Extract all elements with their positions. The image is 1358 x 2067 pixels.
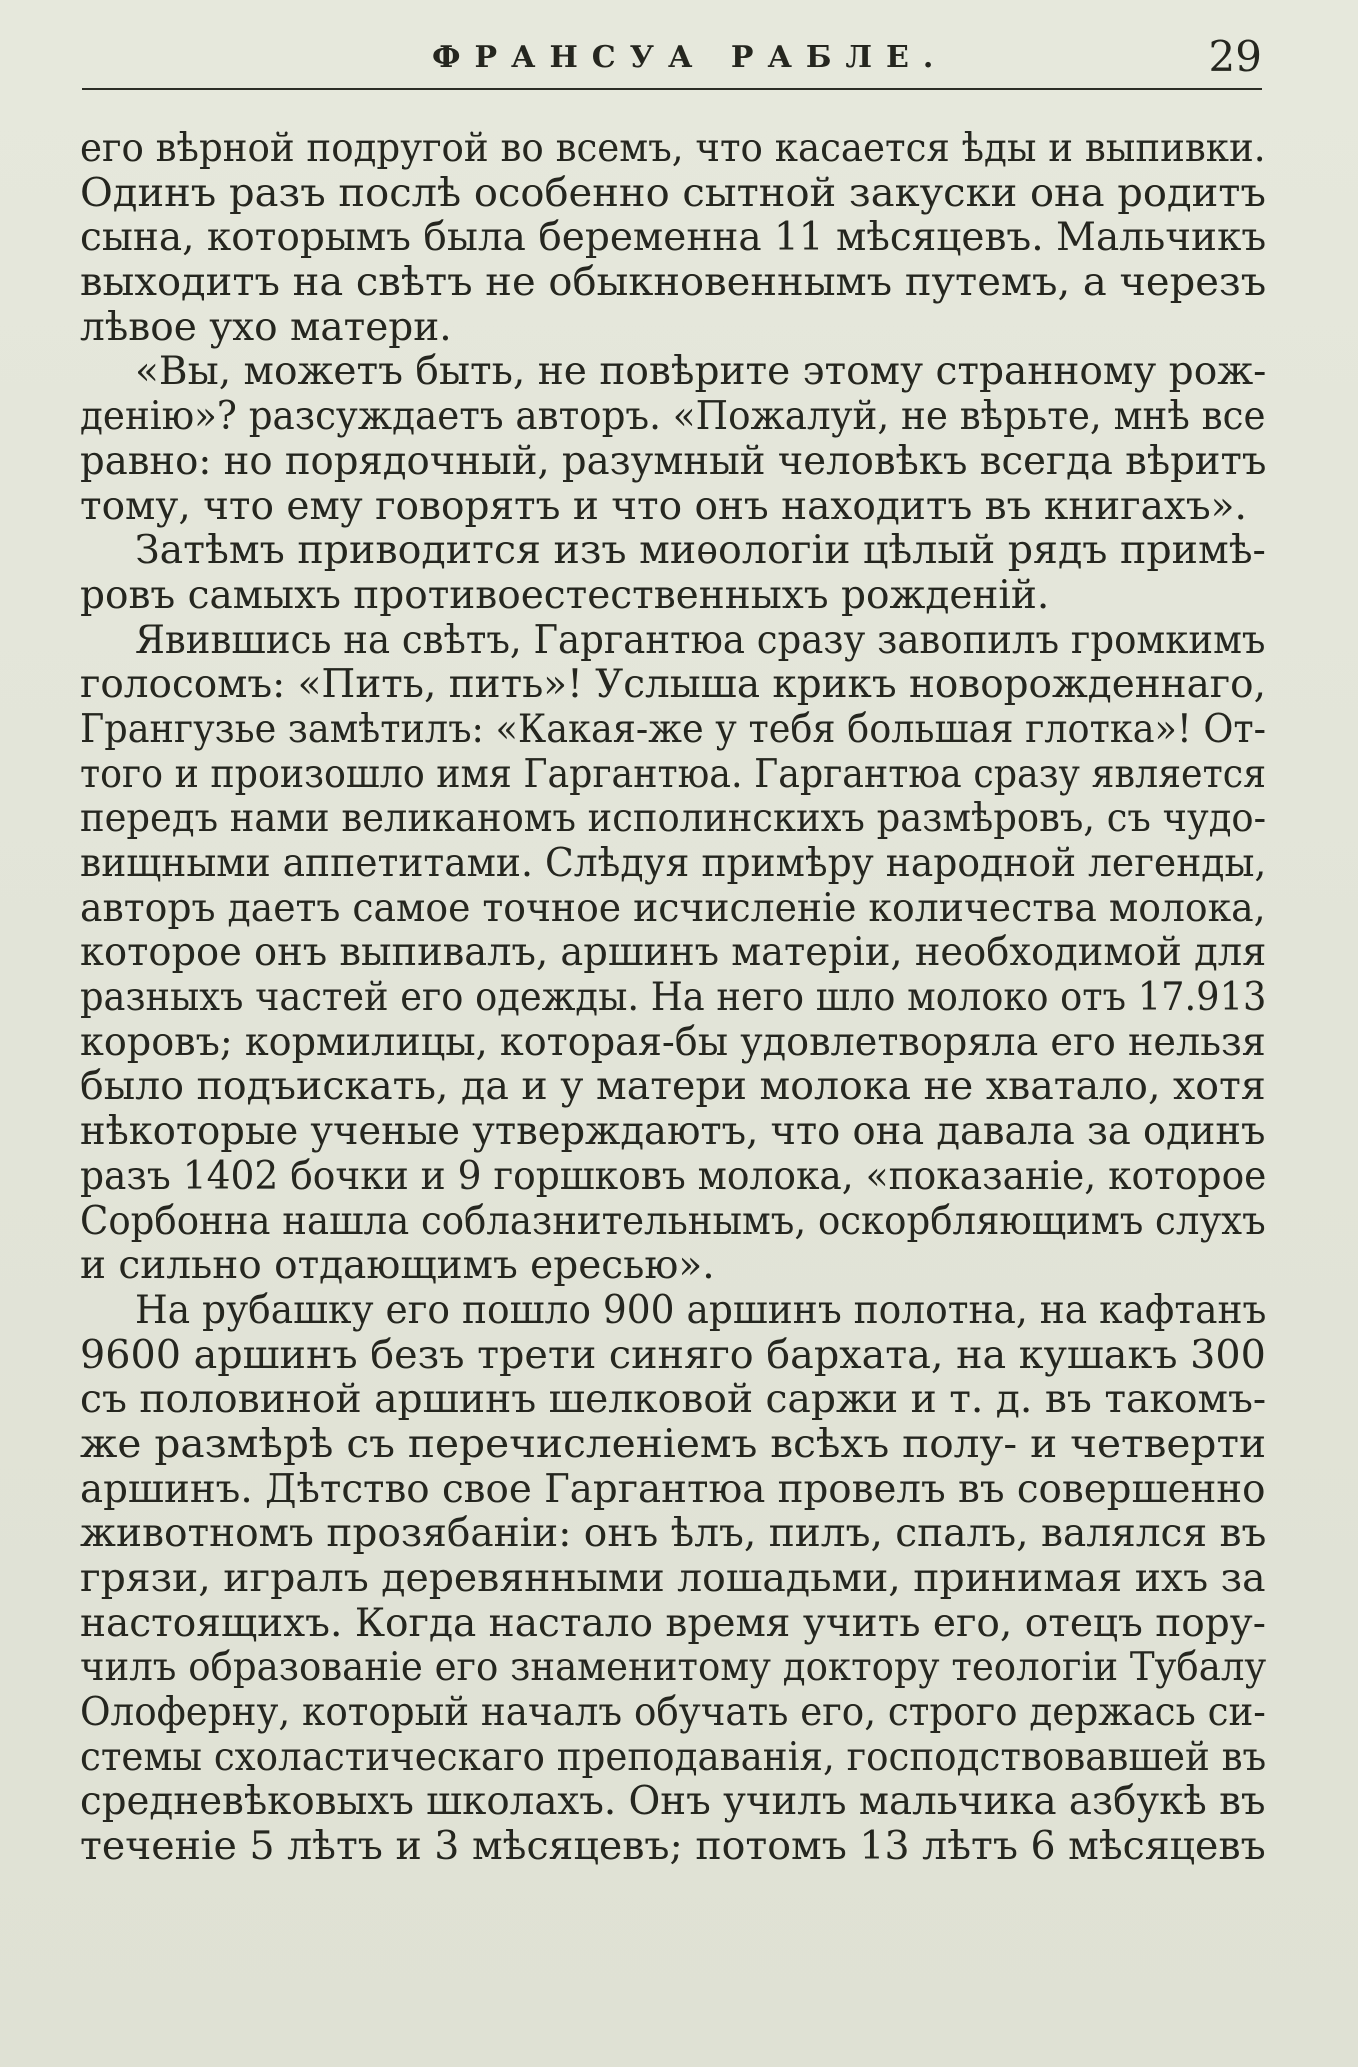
text-line: Явившись на свѣтъ, Гаргантюа сразу завопилъ громкимъ [135,617,1266,663]
text-line: голосомъ: «Пить, пить»! Услыша крикъ новорожденнаго, [80,662,1266,708]
text-line: аршинъ. Дѣтство свое Гаргантюа провелъ въ совершенно [80,1466,1266,1512]
header-rule [82,88,1262,90]
body-text [80,127,1266,1870]
text-line: коровъ; кормилицы, которая-бы удовлетворяла его нельзя [80,1019,1266,1065]
text-line: Грангузье замѣтилъ: «Какая-же у тебя большая глотка»! От- [80,706,1266,752]
text-line: лѣвое ухо матери. [80,304,452,350]
text-line: сына, которымъ была беременна 11 мѣсяцевъ. Мальчикъ [80,215,1267,261]
text-line: «Вы, можетъ быть, не повѣрите этому странному рож- [135,349,1267,395]
text-line: теченіе 5 лѣтъ и 3 мѣсяцевъ; потомъ 13 лѣтъ 6 мѣсяцевъ [80,1824,1266,1870]
text-line: ровъ самыхъ противоестественныхъ рожденій. [80,572,1050,618]
text-line: настоящихъ. Когда настало время учить его, отецъ пору- [80,1600,1266,1646]
text-line: его вѣрной подругой во всемъ, что касается ѣды и выпивки. [80,126,1266,171]
text-line: На рубашку его пошло 900 аршинъ полотна, на кафтанъ [135,1287,1267,1333]
text-line: авторъ даетъ самое точное исчисленіе количества молока, [80,885,1266,931]
text-line: вищными аппетитами. Слѣдуя примѣру народной легенды, [80,841,1267,886]
text-line: того и произошло имя Гаргантюа. Гаргантюа сразу является [80,751,1267,797]
text-line: и сильно отдающимъ ересью». [80,1243,715,1289]
text-line: Затѣмъ приводится изъ миѳологіи цѣлый рядъ примѣ- [135,528,1266,574]
text-line: денію»? разсуждаетъ авторъ. «Пожалуй, не вѣрьте, мнѣ все [80,394,1266,440]
text-line: нѣкоторые ученые утверждаютъ, что она давала за одинъ [80,1109,1266,1155]
page-header [82,30,1262,88]
text-line: грязи, игралъ деревянными лошадьми, принимая ихъ за [80,1556,1266,1601]
text-line: Олоферну, который началъ обучать его, строго держась си- [80,1690,1266,1736]
text-line: 9600 аршинъ безъ трети синяго бархата, на кушакъ 300 [80,1332,1266,1378]
page-number: 29 [1208,32,1262,81]
text-line: Одинъ разъ послѣ особенно сытной закуски она родитъ [80,170,1266,216]
text-line: равно: но порядочный, разумный человѣкъ всегда вѣритъ [80,438,1267,484]
text-line: было подъискать, да и у матери молока не хватало, хотя [80,1064,1266,1110]
text-line: средневѣковыхъ школахъ. Онъ училъ мальчика азбукѣ въ [80,1779,1266,1825]
text-line: животномъ прозябаніи: онъ ѣлъ, пилъ, спалъ, валялся въ [80,1511,1267,1557]
text-line: разъ 1402 бочки и 9 горшковъ молока, «показаніе, которое [80,1153,1267,1199]
text-line: чилъ образованіе его знаменитому доктору теологіи Тубалу [80,1645,1267,1691]
running-title: ФРАНСУА РАБЛЕ. [432,40,948,75]
text-line: которое онъ выпивалъ, аршинъ матеріи, необходимой для [80,930,1267,976]
text-line: разныхъ частей его одежды. На него шло молоко отъ 17.913 [80,975,1267,1021]
text-line: же размѣрѣ съ перечисленіемъ всѣхъ полу- и четверти [80,1421,1267,1467]
text-line: передъ нами великаномъ исполинскихъ размѣровъ, съ чудо- [80,796,1267,842]
text-line: тому, что ему говорятъ и что онъ находитъ въ книгахъ». [80,483,1247,529]
text-line: выходитъ на свѣтъ не обыкновеннымъ путемъ, а черезъ [80,260,1267,306]
text-line: съ половиной аршинъ шелковой саржи и т. д. въ такомъ- [80,1377,1267,1423]
text-line: Сорбонна нашла соблазнительнымъ, оскорбляющимъ слухъ [80,1198,1266,1244]
text-line: стемы схоластическаго преподаванія, господствовавшей въ [80,1734,1267,1780]
